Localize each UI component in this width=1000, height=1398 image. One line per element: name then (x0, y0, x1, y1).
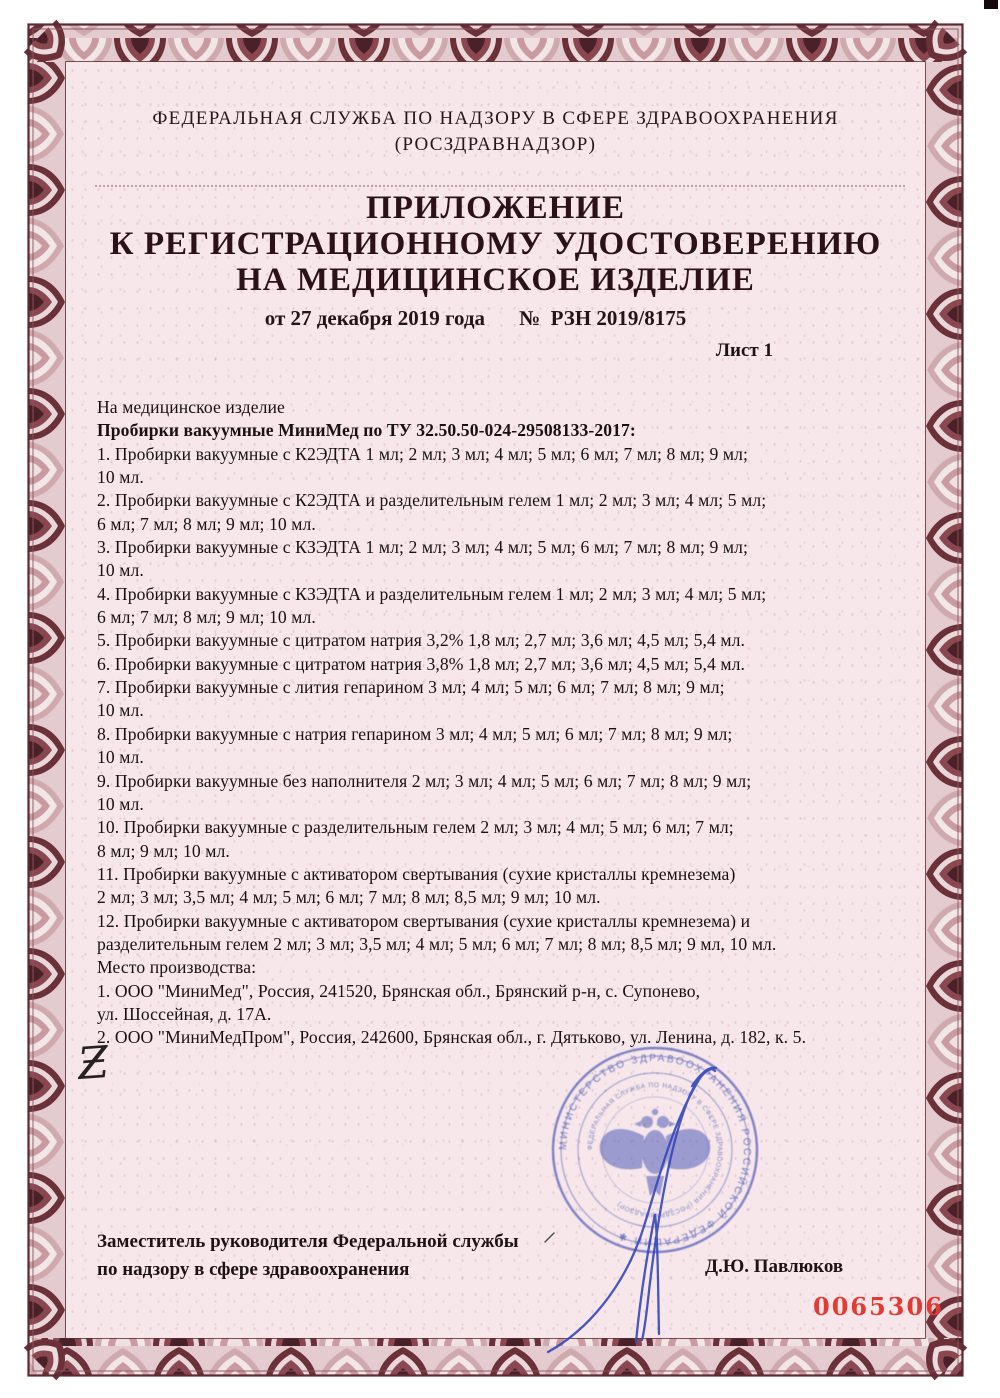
date-number-row (66, 306, 885, 331)
body-line: 1. Пробирки вакуумные с К2ЭДТА 1 мл; 2 мл; 3 мл; 4 мл; 5 мл; 6 мл; 7 мл; 8 мл; 9 мл; (97, 443, 748, 464)
product-title: Пробирки вакуумные МиниМед по ТУ 32.50.50-024-29508133-2017: (97, 420, 636, 441)
body-line: 7. Пробирки вакуумные с лития гепарином 3 мл; 4 мл; 5 мл; 6 мл; 7 мл; 8 мл; 9 мл; (97, 677, 725, 698)
product-lines (97, 443, 909, 1050)
body-line: 10 мл. (97, 747, 144, 768)
signer-title (97, 1228, 519, 1284)
body-line: 6 мл; 7 мл; 8 мл; 9 мл; 10 мл. (97, 607, 316, 628)
body-line: 2. Пробирки вакуумные с К2ЭДТА и разделительным гелем 1 мл; 2 мл; 3 мл; 4 мл; 5 мл; (97, 490, 767, 511)
signer-title-line2: по надзору в сфере здравоохранения (97, 1259, 410, 1280)
doc-title-line3: НА МЕДИЦИНСКОЕ ИЗДЕЛИЕ (236, 262, 755, 298)
number-group (519, 306, 686, 331)
body-line: 10. Пробирки вакуумные с разделительным гелем 2 мл; 3 мл; 4 мл; 5 мл; 6 мл; 7 мл; (97, 817, 734, 838)
registration-number: РЗН 2019/8175 (550, 306, 687, 330)
body-line: 2 мл; 3 мл; 3,5 мл; 4 мл; 5 мл; 6 мл; 7 мл; 8 мл; 8,5 мл; 9 мл; 10 мл. (97, 887, 601, 908)
body-line: 11. Пробирки вакуумные с активатором свертывания (сухие кристаллы кремнезема) (97, 863, 736, 884)
body-line: 12. Пробирки вакуумные с активатором свертывания (сухие кристаллы кремнезема) и (97, 910, 751, 931)
sheet-label: Лист 1 (715, 340, 773, 361)
agency-name-line1: ФЕДЕРАЛЬНАЯ СЛУЖБА ПО НАДЗОРУ В СФЕРЕ ЗДРАВООХРАНЕНИЯ (152, 108, 839, 129)
body-line: Место производства: (97, 957, 257, 978)
body-line: 6 мл; 7 мл; 8 мл; 9 мл; 10 мл. (97, 513, 316, 534)
certificate-body (66, 62, 944, 1338)
doc-title-line1: ПРИЛОЖЕНИЕ (366, 190, 625, 226)
body-line: 1. ООО "МиниМед", Россия, 241520, Брянская обл., Брянский р-н, с. Супонево, (97, 980, 701, 1001)
body-line: 10 мл. (97, 467, 144, 488)
body-line: 3. Пробирки вакуумные с КЗЭДТА 1 мл; 2 мл; 3 мл; 4 мл; 5 мл; 6 мл; 7 мл; 8 мл; 9 мл; (97, 537, 748, 558)
body-line: 5. Пробирки вакуумные с цитратом натрия 3,2% 1,8 мл; 2,7 мл; 3,6 мл; 4,5 мл; 5,4 мл. (97, 630, 745, 651)
serial-number: 0065306 (813, 1292, 944, 1321)
body-line: 10 мл. (97, 560, 144, 581)
doc-title-line2: К РЕГИСТРАЦИОННОМУ УДОСТОВЕРЕНИЮ (109, 226, 882, 262)
scan-artifact (984, 0, 998, 9)
header-divider (95, 185, 905, 187)
body-line: 2. ООО "МиниМедПром", Россия, 242600, Брянская обл., г. Дятьково, ул. Ленина, д. 182, к. 5. (97, 1027, 807, 1048)
body-line: разделительным гелем 2 мл; 3 мл; 3,5 мл; 4 мл; 5 мл; 6 мл; 7 мл; 8 мл; 8,5 мл; 9 мл, 10 мл. (97, 933, 777, 954)
stamp-outer-text: МИНИСТЕРСТВО ЗДРАВООХРАНЕНИЯ РОССИЙСКОЙ ФЕДЕРАЦИИ ✱ (557, 1052, 753, 1248)
product-list (97, 396, 909, 1050)
handwritten-mark: Ƶ (76, 1036, 111, 1091)
issue-date: от 27 декабря 2019 года (264, 306, 486, 330)
body-line: 8 мл; 9 мл; 10 мл. (97, 840, 230, 861)
body-line: 4. Пробирки вакуумные с КЗЭДТА и разделительным гелем 1 мл; 2 мл; 3 мл; 4 мл; 5 мл; (97, 583, 767, 604)
body-line: 9. Пробирки вакуумные без наполнителя 2 мл; 3 мл; 4 мл; 5 мл; 6 мл; 7 мл; 8 мл; 9 мл; (97, 770, 752, 791)
body-line: 8. Пробирки вакуумные с натрия гепарином 3 мл; 4 мл; 5 мл; 6 мл; 7 мл; 8 мл; 9 мл; (97, 723, 733, 744)
agency-name-line2: (РОСЗДРАВНАДЗОР) (394, 134, 597, 155)
signer-title-line1: Заместитель руководителя Федеральной службы (97, 1231, 519, 1252)
stamp-inner-text: ФЕДЕРАЛЬНАЯ СЛУЖБА ПО НАДЗОРУ В СФЕРЕ ЗДРАВООХРАНЕНИЯ (РОСЗДРАВНАДЗОР) (586, 1081, 724, 1219)
body-line: 10 мл. (97, 700, 144, 721)
body-line: 6. Пробирки вакуумные с цитратом натрия 3,8% 1,8 мл; 2,7 мл; 3,6 мл; 4,5 мл; 5,4 мл. (97, 653, 745, 674)
signer-name: Д.Ю. Павлюков (705, 1256, 844, 1277)
number-label: № (519, 306, 541, 330)
body-line: ул. Шоссейная, д. 17А. (97, 1003, 272, 1024)
intro-line: На медицинское изделие (97, 397, 285, 417)
body-line: 10 мл. (97, 793, 144, 814)
